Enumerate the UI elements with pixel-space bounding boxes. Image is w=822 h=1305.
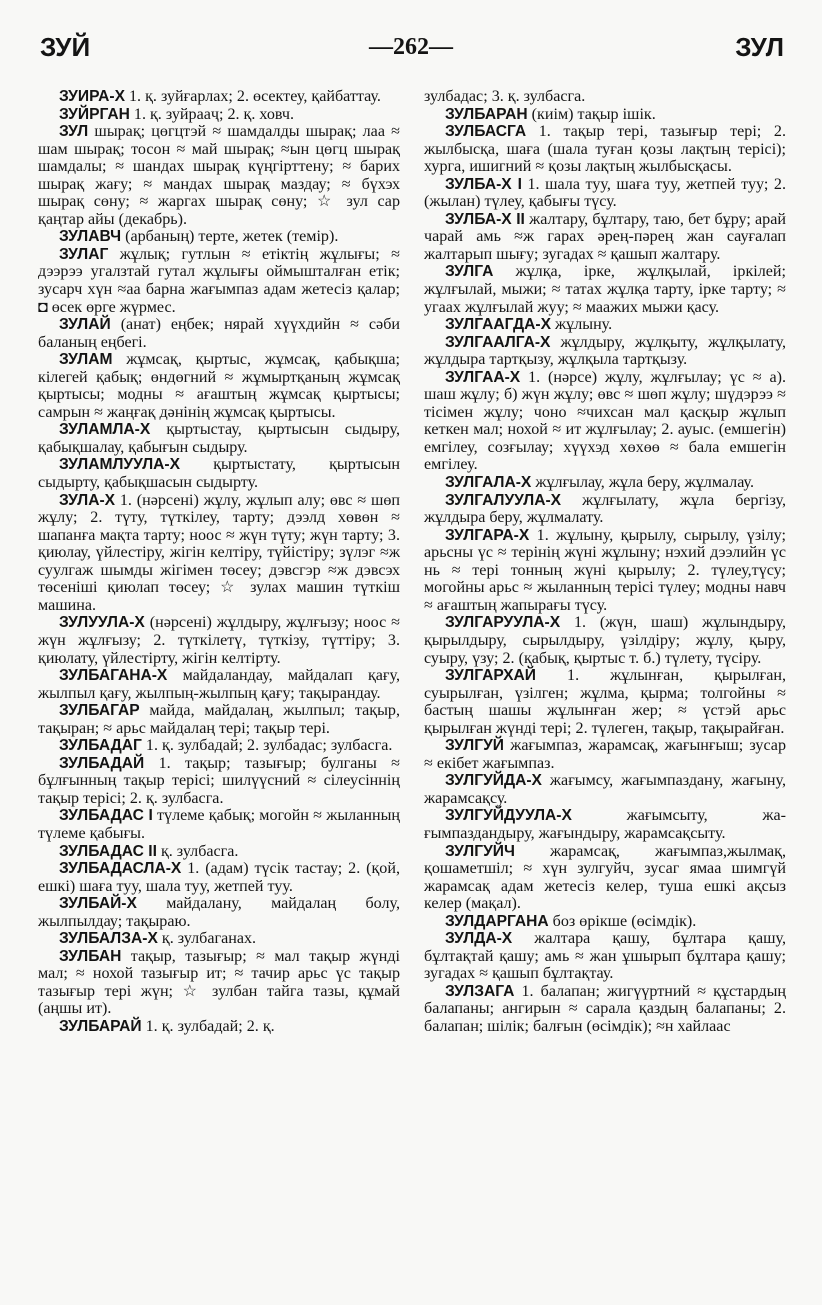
dictionary-entry: ЗУЛБА-Х II жалтару, бұлтару, таю, бет бұру; арай чарай амь ≈ж гарах әрең-пәрең жан сауғалап жалтарып шығу; зугадах ≈ қашып жалтару. <box>424 210 786 263</box>
headword: ЗУЛБАДАС II <box>59 842 157 860</box>
dictionary-entry: ЗУЛГАЛА-Х жұлғылау, жұла беру, жұлмалау. <box>445 474 754 492</box>
headword: ЗУЛБАЛЗА-Х <box>59 930 158 948</box>
dictionary-entry: ЗУЛАМЛУУЛА-Х қыртыстату, қыртысын сыдырту, қабықшасын сыдырту. <box>38 456 400 492</box>
headword: ЗУЛГААЛГА-Х <box>445 333 551 351</box>
dictionary-entry: ЗУЛГАРА-Х 1. жұлыну, қырылу, сырылу, үзілу; арьсны үс ≈ терінің жүні жұлыну; нэхий дээлийн үс нь ≈ тері тонның жүні қырылу; 2. түлеу,түсу; могойны арьс ≈ жыланның терісі түлеу; модны навч ≈ ағаштың жапырағы түсу. <box>424 526 786 614</box>
dictionary-entry: ЗУЛГАЛУУЛА-Х жұлғылату, жұла бергізу, жұлдыра беру, жұлмалату. <box>424 491 786 527</box>
left-column <box>38 88 400 1036</box>
dictionary-entry: ЗУЛДАРГАНА боз өрікше (өсімдік). <box>445 912 697 930</box>
dictionary-entry: ЗУЛДА-Х жалтара қашу, бұлтара қашу, бұлтақтай қашу; амь ≈ жан ұшырып бұлтара қашу; зугадах ≈ қашып бұлтақтау. <box>424 930 786 983</box>
headword: ЗУЛБАН <box>59 947 122 965</box>
headword: ЗУЛУУЛА-Х <box>59 614 145 632</box>
dictionary-entry: ЗУЛГАРУУЛА-Х 1. (жүн, шаш) жұлындыру, қырылдыру, сырылдыру, үзілдіру; жұлу, қыру, суыру, үзу; 2. (қабық, қыртыс т. б.) түлету, түсіру. <box>424 614 786 667</box>
dictionary-entry: ЗУЛБАЙ-Х майдалану, майдалаң болу, жылпылдау; тақыраю. <box>38 895 400 930</box>
dictionary-entry: ЗУИРА-Х 1. қ. зуйғарлах; 2. өсектеу, қайбаттау. <box>59 88 381 105</box>
headword: ЗУЛБА-Х I <box>445 175 522 193</box>
dictionary-entry: ЗУЛБАГАР майда, майдалаң, жылпыл; тақыр, тақыран; ≈ арьс майдалаң тері; тақыр тері. <box>38 702 400 737</box>
dictionary-entry: ЗУЛЗАГА 1. балапан; жигүүртний ≈ құстардың балапаны; ангирын ≈ сарала қаздың балапаны; 2. балапан; шілік; балғын (өсімдік); ≈н хайлаас <box>424 982 786 1035</box>
dictionary-entry: ЗУЛ шырақ; цөгцтэй ≈ шамдалды шырақ; лаа ≈ шам шырақ; тосон ≈ май шырақ; ≈ын цөгц шырақ шамдалы; ≈ шандах шырақ күңгірттену; ≈ барих шырақ жағу; ≈ мандах шырақ маздау; ≈ бүхэх шырақ сөну; ≈ жаргах шырақ сөну; ☆ зул сар қаңтар айы (декабрь). <box>38 123 400 228</box>
dictionary-entry: ЗУЛБАДАГ 1. қ. зулбадай; 2. зулбадас; зулбасга. <box>59 737 393 755</box>
headword: ЗУЛБАСГА <box>445 123 527 141</box>
headword: ЗУЙРГАН <box>59 105 130 123</box>
headword: ЗУЛГАЛА-Х <box>445 474 532 492</box>
header-left-guide-word: ЗУЙ <box>40 32 91 62</box>
dictionary-entry: ЗУЛАЙ (анат) еңбек; нярай хүүхдийн ≈ сәби баланың еңбегі. <box>38 316 400 351</box>
dictionary-entry: ЗУЛГАА-Х 1. (нәрсе) жұлу, жұлғылау; үс ≈ а). шаш жұлу; б) жүн жұлу; өвс ≈ шөп жұлу; шүдэрээ ≈ тісімен жұлу; чоно ≈чихсан мал қасқыр жұлып кеткен мал; нохой ≈ ит жұлғылау; 2. ауыс. (емшегін) емгілеу, созғылау; хүүхэд хөхөө ≈ бала емшегін емгілеу. <box>424 368 786 474</box>
dictionary-entry: ЗУЛБАРАЙ 1. қ. зулбадай; 2. қ. <box>59 1017 275 1035</box>
headword: ЗУЛАЙ <box>59 316 111 334</box>
dictionary-entry: ЗУЛГУЙДА-Х жағымсу, жағымпаздану, жағыну, жарамсақсу. <box>424 772 786 807</box>
dictionary-entry: ЗУЛАМ жұмсақ, қыртыс, жұмсақ, қабықша; кілегей қабық; өндөгний ≈ жұмыртқаның жұмсақ қыртысы; модны ≈ ағаштың жұмсақ қыртысы; самрын ≈ жаңғақ дәнінің жұмсақ қыртысы. <box>38 351 400 421</box>
dictionary-entry: ЗУЛГУЙДУУЛА-Х жағымсыту, жағымпаздандыру, жағындыру, жарамсақсыту. <box>424 807 786 842</box>
headword: ЗУЛАВЧ <box>59 228 122 246</box>
dictionary-entry: ЗУЛАМЛА-Х қыртыстау, қыртысын сыдыру, қабықшалау, қабығын сыдыру. <box>38 421 400 456</box>
headword: ЗУЛЗАГА <box>445 982 515 1000</box>
headword: ЗУЛА-Х <box>59 491 116 509</box>
headword: ЗУИРА-Х <box>59 88 125 105</box>
dictionary-entry: зулбадас; 3. қ. зулбасга. <box>424 88 586 105</box>
headword: ЗУЛБАГАР <box>59 702 140 720</box>
headword: ЗУЛДАРГАНА <box>445 912 549 930</box>
dictionary-entry: ЗУЛБАДАС II қ. зулбасга. <box>59 842 239 860</box>
dictionary-entry: ЗУЛГААГДА-Х жұлыну. <box>445 316 613 334</box>
headword: ЗУЛБАГАНА-Х <box>59 667 168 685</box>
dictionary-entry: ЗУЛБАДАС I түлеме қабық; могойн ≈ жыланның түлеме қабығы. <box>38 807 400 842</box>
headword: ЗУЛАГ <box>59 245 109 263</box>
dictionary-entry: ЗУЛГАРХАЙ 1. жұлынған, қырылған, суырылған, үзілген; жұлма, қырма; толгойны ≈ бастың шашы жұлынған жер; ≈ үстэй арьс қырылған жүнді тері; 2. түлеген, тақыр, тақырайған. <box>424 667 786 737</box>
headword: ЗУЛБАРАЙ <box>59 1017 142 1035</box>
headword: ЗУЛГАЛУУЛА-Х <box>445 491 562 509</box>
dictionary-entry: ЗУЛБАН тақыр, тазығыр; ≈ мал тақыр жүнді мал; ≈ нохой тазығыр ит; ≈ тачир арьс үс тақыр тазығыр тері жүн; ☆ зулбан тайга тазы, құмай (аңшы ит). <box>38 947 400 1018</box>
dictionary-entry: ЗУЛГААЛГА-Х жұлдыру, жұлқыту, жұлқылату, жұлдыра тартқызу, жұлқыла тартқызу. <box>424 333 786 369</box>
headword: ЗУЛГУЙДУУЛА-Х <box>445 807 572 825</box>
dictionary-entry: ЗУЛАГ жұлық; гутлын ≈ етіктің жұлығы; ≈ дээрээ угалзтай гутал жұлығы оймышталған етік; зусарч хүн ≈аа барна жағымпаз адам жетесіз қалар; ◘ өсек өрге жүрмес. <box>38 245 400 316</box>
headword: ЗУЛГАРХАЙ <box>445 667 537 685</box>
header-right-guide-word: ЗУЛ <box>735 32 784 62</box>
dictionary-entry: ЗУЛГА жұлқа, ірке, жұлқылай, іркілей; жұлғылай, мыжи; ≈ татах жұлқа тарту, ірке тарту; ≈ угаах жұлғылай жуу; ≈ маажих мыжи қасу. <box>424 263 786 316</box>
headword: ЗУЛГУЙ <box>445 737 504 755</box>
headword: ЗУЛДА-Х <box>445 930 513 948</box>
dictionary-entry: ЗУЛА-Х 1. (нәрсені) жұлу, жұлып алу; өвс ≈ шөп жұлу; 2. түту, түткілеу, тарту; дээлд хөвөн ≈ шапанға мақта тарту; ноос ≈ жүн түту; жүн тарту; 3. қиюлау, үйлестіру, жігін келтіру, түйістіру; зүлэг ≈ж суулгаж шымды жігімен төсеу; дэвсгэр ≈ж дэвсэх төсеніші қиюлап төсеу; ☆ зулах машин түткіш машина. <box>38 491 400 614</box>
dictionary-entry: ЗУЛБАДАСЛА-Х 1. (адам) түсік тастау; 2. (қой, ешкі) шаға туу, шала туу, жетпей туу. <box>38 860 400 895</box>
headword: ЗУЛБАЙ-Х <box>59 895 137 913</box>
dictionary-entry: ЗУЛУУЛА-Х (нәрсені) жұлдыру, жұлғызу; ноос ≈ жүн жұлғызу; 2. түткілетү, түткізу, түттіру; 3. қиюлату, үйлестірту, жігін келтірту. <box>38 614 400 667</box>
headword: ЗУЛГААГДА-Х <box>445 316 552 334</box>
headword: ЗУЛБАДАЙ <box>59 754 145 772</box>
headword: ЗУЛАМЛУУЛА-Х <box>59 456 181 474</box>
headword: ЗУЛАМЛА-Х <box>59 421 151 439</box>
headword: ЗУЛБАРАН <box>445 105 528 123</box>
headword: ЗУЛБАДАГ <box>59 737 142 755</box>
dictionary-entry: ЗУЛБАСГА 1. тақыр тері, тазығыр тері; 2. жылбысқа, шаға (шала туған қозы лақтың терісі); хурга, ишигний ≈ қозы лақтың жылбысқасы. <box>424 123 786 176</box>
headword: ЗУЛАМ <box>59 351 113 369</box>
dictionary-entry: ЗУЙРГАН 1. қ. зуйрааҷ; 2. қ. ховч. <box>59 105 295 123</box>
headword: ЗУЛГАА-Х <box>445 368 521 386</box>
headword: ЗУЛ <box>59 123 89 141</box>
headword: ЗУЛБАДАСЛА-Х <box>59 860 182 878</box>
headword: ЗУЛГУЙДА-Х <box>445 772 542 790</box>
headword: ЗУЛГАРА-Х <box>445 526 530 544</box>
page-number: —262— <box>369 34 453 60</box>
dictionary-entry: ЗУЛБА-Х I 1. шала туу, шаға туу, жетпей туу; 2. (жылан) түлеу, қабығы түсу. <box>424 175 786 211</box>
headword: ЗУЛГА <box>445 263 494 281</box>
headword: ЗУЛГУЙЧ <box>445 842 515 860</box>
right-column <box>424 88 786 1036</box>
dictionary-entry: ЗУЛАВЧ (арбаның) терте, жетек (темір). <box>59 228 339 246</box>
dictionary-entry: ЗУЛГУЙЧ жарамсақ, жағымпаз,жылмақ, қошаметшіл; ≈ хүн зулгуйч, зусаг ямаа шимгүй жарамсақ адам жетесіз келер, туша ешкі ақсыз келер (мақал). <box>424 842 786 913</box>
headword: ЗУЛГАРУУЛА-Х <box>445 614 561 632</box>
dictionary-entry: ЗУЛБАГАНА-Х майдаландау, майдалап қағу, жылпыл қағу, жылпың-жылпың қағу; тақырандау. <box>38 667 400 702</box>
dictionary-entry: ЗУЛГУЙ жағымпаз, жарамсақ, жағынғыш; зусар ≈ екібет жағымпаз. <box>424 737 786 772</box>
headword: ЗУЛБАДАС I <box>59 807 153 825</box>
headword: ЗУЛБА-Х II <box>445 210 525 228</box>
dictionary-entry: ЗУЛБАДАЙ 1. тақыр; тазығыр; булганы ≈ бұлғынның тақыр терісі; шилүүсний ≈ сілеусіннің тақыр терісі; 2. қ. зулбасга. <box>38 754 400 807</box>
dictionary-entry: ЗУЛБАРАН (киім) тақыр ішік. <box>445 105 656 123</box>
dictionary-entry: ЗУЛБАЛЗА-Х қ. зулбаганах. <box>59 930 257 948</box>
